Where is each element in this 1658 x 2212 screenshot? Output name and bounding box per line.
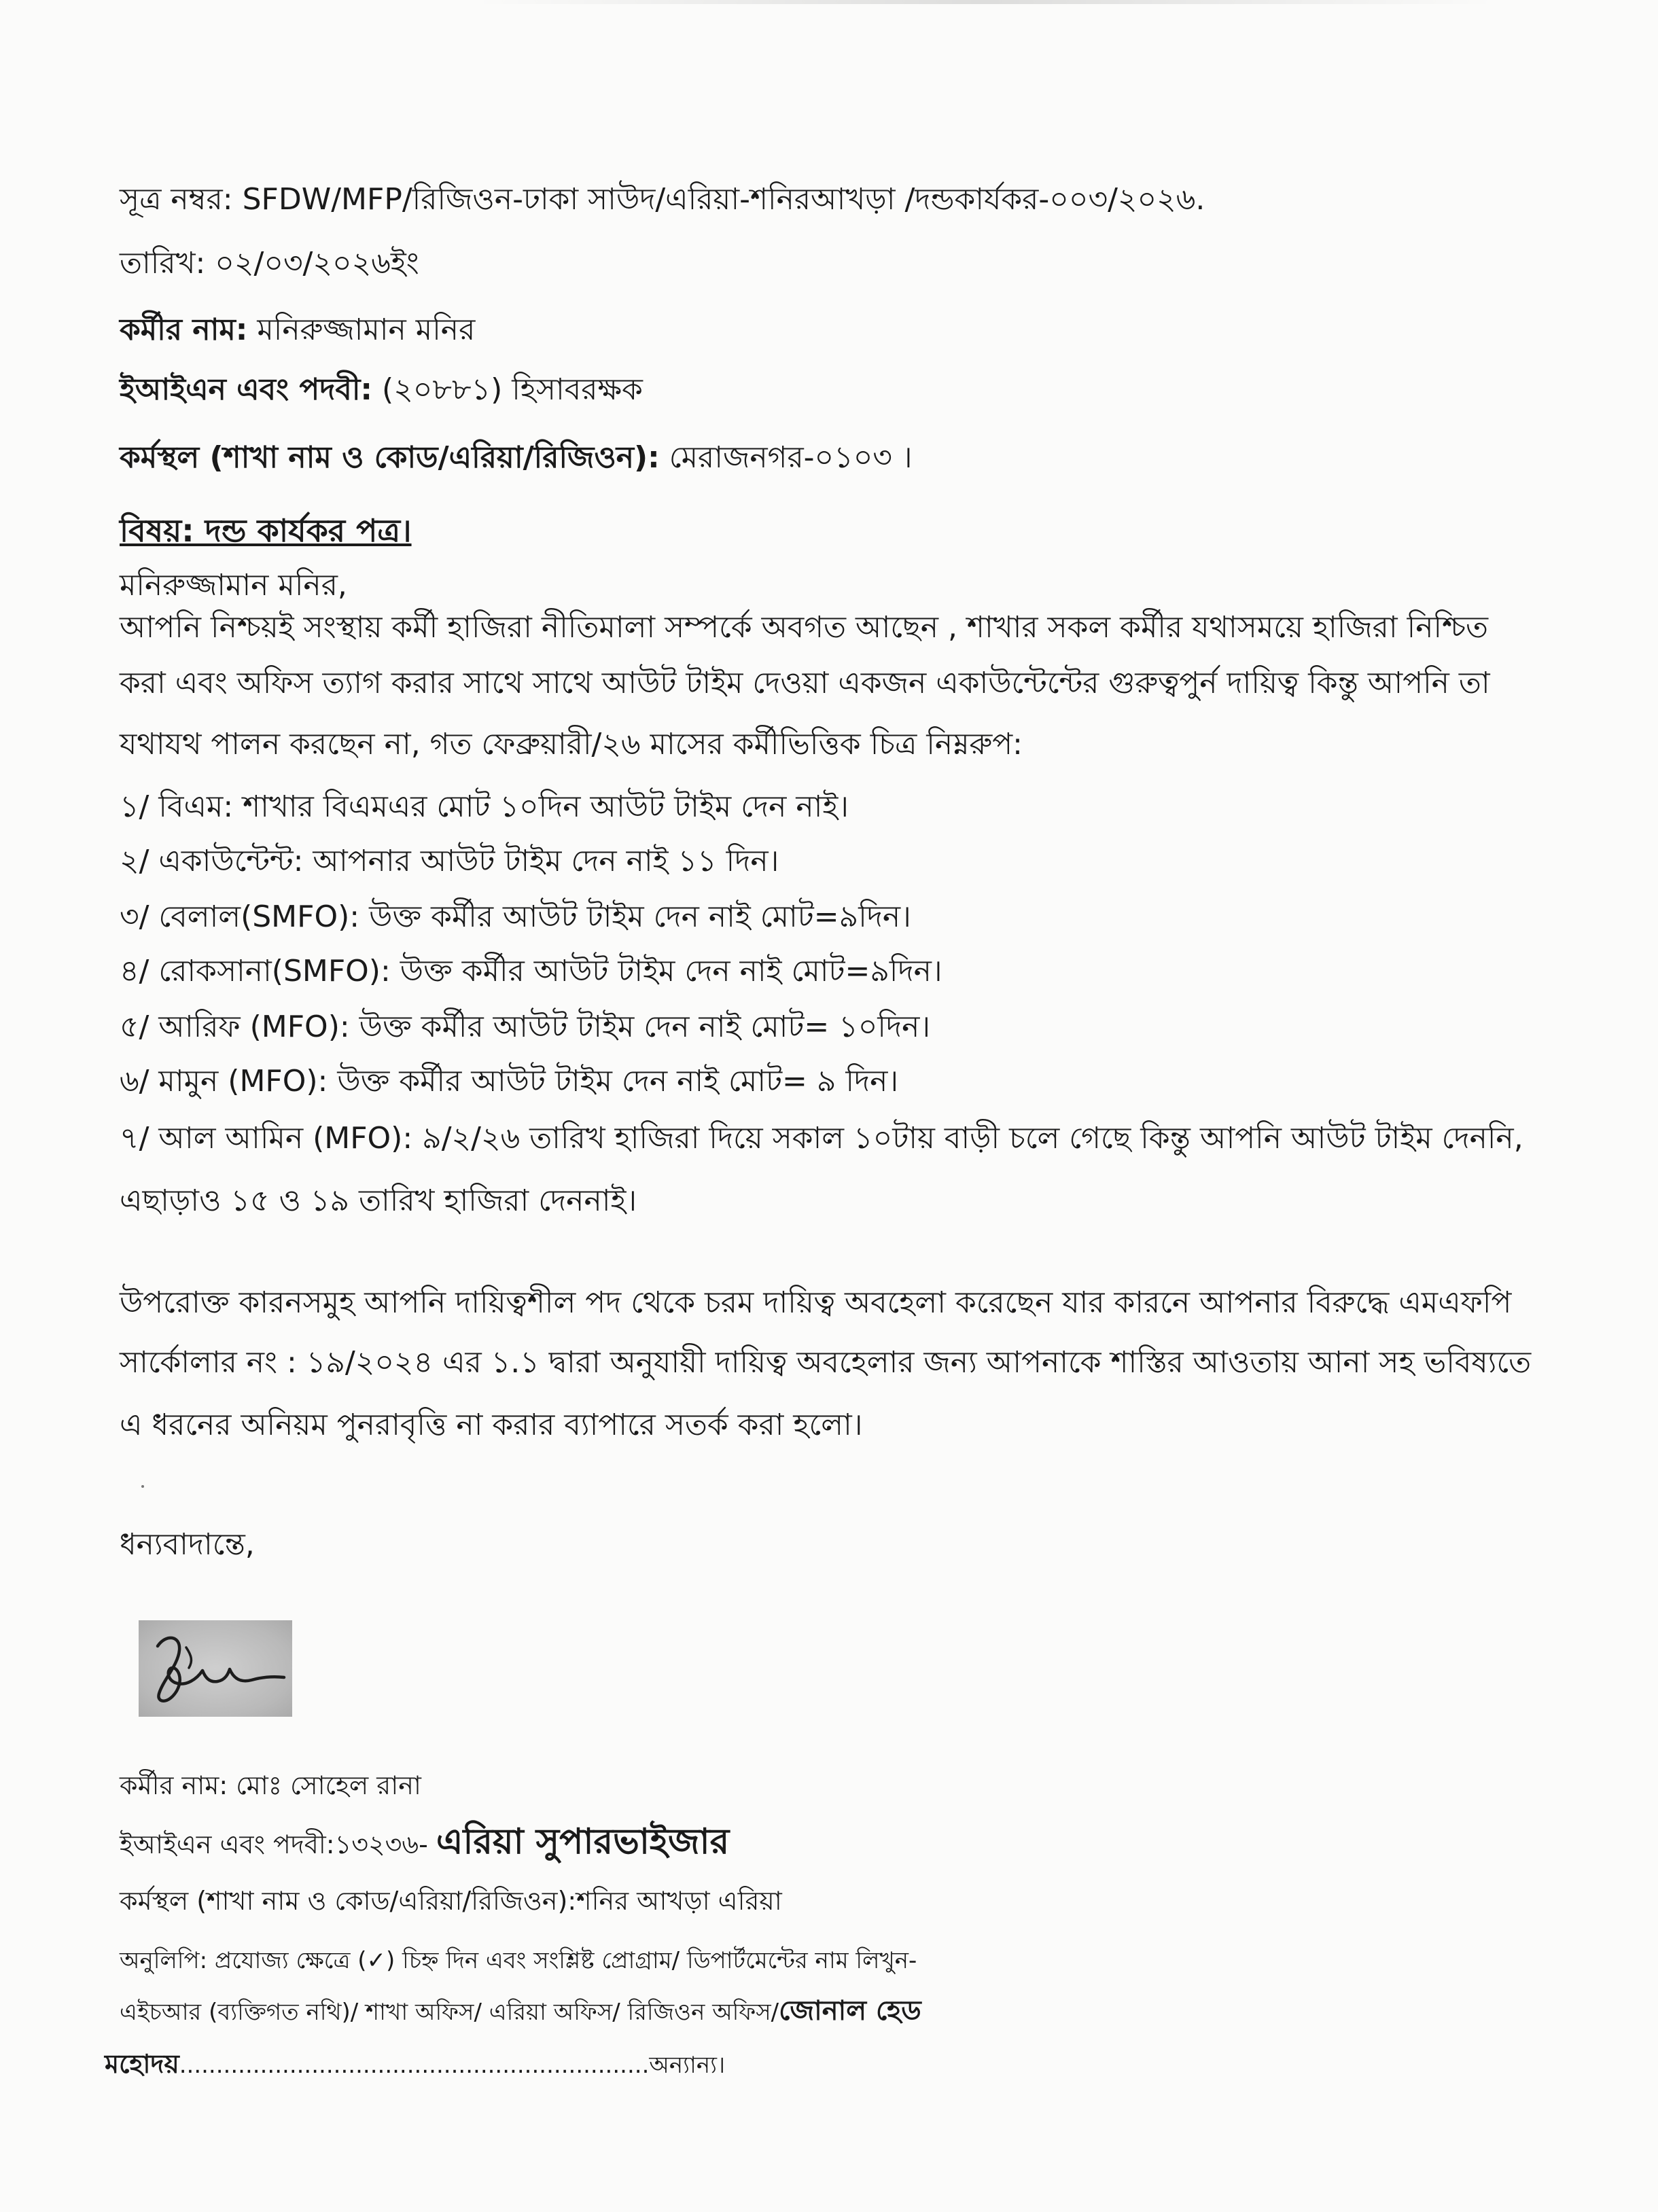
- list-item: ৭/ আল আমিন (MFO): ৯/২/২৬ তারিখ হাজিরা দিয়ে সকাল ১০টায় বাড়ী চলে গেছে কিন্তু আপনি আউট টাইম দেননি,: [120, 1121, 1523, 1156]
- employee-name-value: মনিরুজ্জামান মনির: [257, 313, 476, 347]
- date-line: [120, 246, 419, 282]
- cc-honorific: মহোদয়: [105, 2049, 179, 2079]
- signature-image: [139, 1620, 292, 1717]
- list-item: ৬/ মামুন (MFO): উক্ত কর্মীর আউট টাইম দেন নাই মোট= ৯ দিন।: [120, 1064, 899, 1099]
- cc-line-3: [105, 2049, 725, 2080]
- date-label: তারিখ:: [120, 246, 206, 281]
- cc-others: অন্যান্য।: [649, 2052, 726, 2079]
- list-item: ৫/ আরিফ (MFO): উক্ত কর্মীর আউট টাইম দেন নাই মোট= ১০দিন।: [120, 1010, 931, 1044]
- conclusion-line: এ ধরনের অনিয়ম পুনরাবৃত্তি না করার ব্যাপারে সতর্ক করা হলো।: [120, 1408, 863, 1442]
- workplace-value: মেরাজনগর-০১০৩ ।: [669, 440, 913, 475]
- conclusion-line: উপরোক্ত কারনসমুহ আপনি দায়িত্বশীল পদ থেকে চরম দায়িত্ব অবহেলা করেছেন যার কারনে আপনার বিরুদ্ধে এমএফপি: [120, 1285, 1512, 1320]
- ein-designation-line: [120, 372, 643, 408]
- scan-dot: [141, 1485, 144, 1488]
- employee-name-label: কর্মীর নাম:: [120, 313, 248, 347]
- signer-ein-line: [120, 1821, 729, 1863]
- list-item-continued: এছাড়াও ১৫ ও ১৯ তারিখ হাজিরা দেননাই।: [120, 1183, 637, 1218]
- list-item: ১/ বিএম: শাখার বিএমএর মোট ১০দিন আউট টাইম দেন নাই।: [120, 789, 849, 824]
- signer-designation: এরিয়া সুপারভাইজার: [436, 1821, 730, 1862]
- cc-dotted-blank: ................................................................: [179, 2052, 650, 2079]
- signer-workplace-line: [120, 1886, 782, 1917]
- cc-line-1: অনুলিপি: প্রযোজ্য ক্ষেত্রে (✓) চিহ্ন দিন এবং সংশ্লিষ্ট প্রোগ্রাম/ ডিপার্টমেন্টের নাম লিখুন-: [120, 1947, 917, 1974]
- employee-name-line: [120, 313, 475, 349]
- conclusion-line: সার্কোলার নং : ১৯/২০২৪ এর ১.১ দ্বারা অনুযায়ী দায়িত্ব অবহেলার জন্য আপনাকে শাস্তির আওতায় আনা সহ ভবিষ্যতে: [120, 1345, 1532, 1380]
- list-item: ৪/ রোকসানা(SMFO): উক্ত কর্মীর আউট টাইম দেন নাই মোট=৯দিন।: [120, 954, 942, 988]
- cc-recipients: এইচআর (ব্যক্তিগত নথি)/ শাখা অফিস/ এরিয়া অফিস/ রিজিওন অফিস/: [120, 1999, 779, 2026]
- signer-workplace-label: কর্মস্থল (শাখা নাম ও কোড/এরিয়া/রিজিওন):: [120, 1886, 577, 1916]
- ein-designation-label: ইআইএন এবং পদবী:: [120, 372, 373, 407]
- list-item: ২/ একাউন্টেন্ট: আপনার আউট টাইম দেন নাই ১১ দিন।: [120, 844, 779, 878]
- signature-scribble: [139, 1620, 292, 1717]
- signer-workplace-value: শনির আখড়া এরিয়া: [576, 1886, 782, 1916]
- signer-ein-label: ইআইএন এবং পদবী:: [120, 1830, 335, 1859]
- date-value: ০২/০৩/২০২৬ইং: [215, 246, 419, 281]
- reference-number-label: সূত্র নম্বর:: [120, 182, 233, 217]
- closing: ধন্যবাদান্তে,: [120, 1527, 255, 1562]
- signer-ein-code: ১৩২৩৬-: [334, 1830, 428, 1859]
- reference-number-value: SFDW/MFP/রিজিওন-ঢাকা সাউদ/এরিয়া-শনিরআখড়া /দন্ডকার্যকর-০০৩/২০২৬.: [242, 182, 1205, 217]
- workplace-label: কর্মস্থল (শাখা নাম ও কোড/এরিয়া/রিজিওন):: [120, 440, 660, 475]
- cc-zonal-head: জোনাল হেড: [779, 1995, 921, 2027]
- subject-line: বিষয়: দন্ড কার্যকর পত্র।: [120, 512, 412, 549]
- signer-name-value: মোঃ সোহেল রানা: [236, 1770, 421, 1800]
- ein-designation-value: (২০৮৮১) হিসাবরক্ষক: [382, 372, 643, 407]
- signer-name-line: [120, 1770, 421, 1802]
- intro-line: আপনি নিশ্চয়ই সংস্থায় কর্মী হাজিরা নীতিমালা সম্পর্কে অবগত আছেন , শাখার সকল কর্মীর যথাসময়ে হাজিরা নিশ্চিত: [120, 610, 1488, 645]
- cc-line-2: [120, 1995, 921, 2027]
- workplace-line: [120, 440, 913, 476]
- intro-line: যথাযথ পালন করছেন না, গত ফেব্রুয়ারী/২৬ মাসের কর্মীভিত্তিক চিত্র নিম্নরুপ:: [120, 727, 1023, 762]
- reference-number-line: [120, 182, 1205, 218]
- list-item: ৩/ বেলাল(SMFO): উক্ত কর্মীর আউট টাইম দেন নাই মোট=৯দিন।: [120, 899, 911, 934]
- intro-line: করা এবং অফিস ত্যাগ করার সাথে সাথে আউট টাইম দেওয়া একজন একাউন্টেন্টের গুরুত্বপুর্ন দায়িত্ব কিন্তু আপনি তা: [120, 666, 1490, 700]
- scan-edge-shadow: [476, 0, 1495, 4]
- salutation: মনিরুজ্জামান মনির,: [120, 568, 347, 603]
- signer-name-label: কর্মীর নাম:: [120, 1770, 228, 1800]
